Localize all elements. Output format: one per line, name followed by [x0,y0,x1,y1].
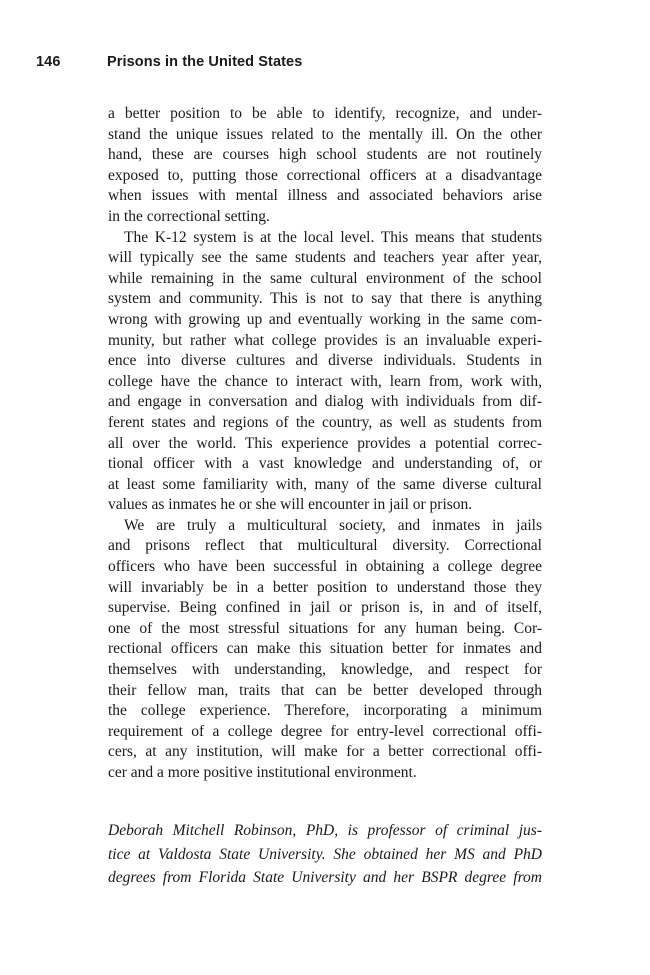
text-line: tional officer with a vast knowledge and understanding of, or [108,455,542,473]
text-line: will typically see the same students and teachers year after year, [108,249,542,267]
text-line: The K-12 system is at the local level. This means that students [124,228,542,246]
text-line: while remaining in the same cultural environment of the school [108,269,542,287]
text-line: themselves with understanding, knowledge, and respect for [108,661,542,679]
bio-line: degrees from Florida State University and her BSPR degree from [108,869,542,887]
text-line: wrong with growing up and eventually working in the same com- [108,310,542,328]
text-line: at least some familiarity with, many of the same diverse cultural [108,475,542,493]
text-line: and engage in conversation and dialog with individuals from dif- [108,393,542,411]
text-line: supervise. Being confined in jail or prison is, in and of itself, [108,599,542,617]
text-line: stand the unique issues related to the mentally ill. On the other [108,125,542,143]
text-line: values as inmates he or she will encounter in jail or prison. [108,496,473,514]
text-line: We are truly a multicultural society, and inmates in jails [124,516,542,534]
text-line: cers, at any institution, will make for a better correctional offi- [108,743,542,761]
author-bio [108,819,542,890]
text-line: their fellow man, traits that can be better developed through [108,681,542,699]
paragraph [108,516,542,784]
text-line: officers who have been successful in obtaining a college degree [108,558,542,576]
text-line: rectional officers can make this situation better for inmates and [108,640,542,658]
running-title: Prisons in the United States [107,54,303,70]
text-line: in the correctional setting. [108,207,270,225]
text-line: hand, these are courses high school students are not routinely [108,146,542,164]
text-line: system and community. This is not to say that there is anything [108,290,542,308]
page-number: 146 [36,54,61,70]
text-line: the college experience. Therefore, incorporating a minimum [108,702,542,720]
text-line: exposed to, putting those correctional officers at a disadvantage [108,166,542,184]
text-line: requirement of a college degree for entry-level correctional offi- [108,722,542,740]
bio-line: tice at Valdosta State University. She obtained her MS and PhD [108,845,542,863]
text-line: ence into diverse cultures and diverse individuals. Students in [108,352,542,370]
body-text [108,104,542,784]
text-line: one of the most stressful situations for any human being. Cor- [108,619,542,637]
bio-line: Deborah Mitchell Robinson, PhD, is professor of criminal jus- [108,822,542,839]
text-line: all over the world. This experience provides a potential correc- [108,434,542,452]
text-line: a better position to be able to identify, recognize, and under- [108,105,542,122]
running-header [36,54,616,70]
text-line: cer and a more positive institutional environment. [108,764,417,781]
text-line: and prisons reflect that multicultural diversity. Correctional [108,537,542,555]
paragraph [108,104,542,228]
text-line: will invariably be in a better position to understand those they [108,578,542,596]
paragraph [108,228,542,516]
text-line: ferent states and regions of the country, as well as students from [108,413,542,431]
text-line: munity, but rather what college provides is an invaluable experi- [108,331,542,349]
text-line: college have the chance to interact with, learn from, work with, [108,372,542,390]
text-line: when issues with mental illness and associated behaviors arise [108,187,542,205]
